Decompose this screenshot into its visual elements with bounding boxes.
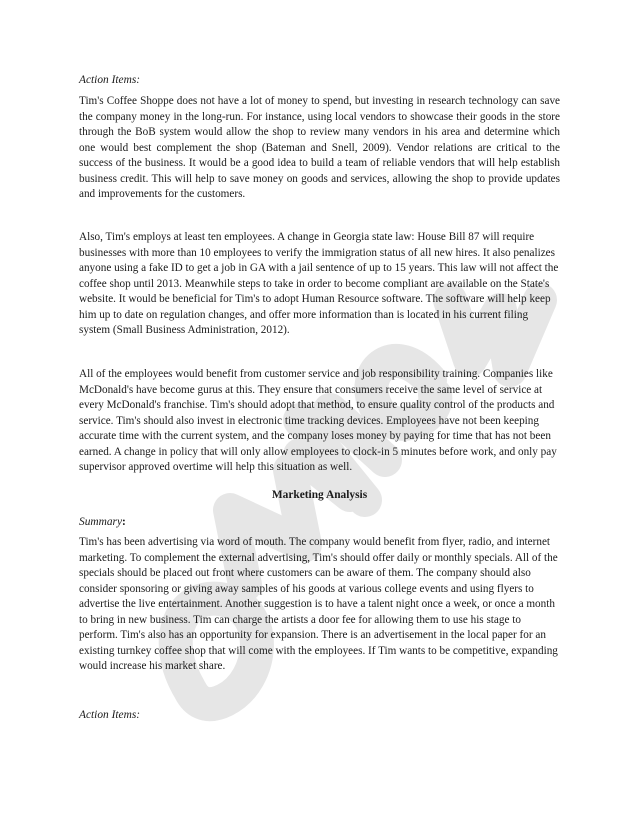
summary-label-colon: : [122,516,126,528]
paragraph-employee-training: All of the employees would benefit from customer service and job responsibility training. Companies like McDonald's have become gurus at this. They ensure that consumers receive the same level of service at every McDonald's franchise. Tim's should adopt that method, to ensure quality control of the products and service. Tim's should also invest in electronic time tracking devices. Employees have not been keeping accurate time with the current system, and the company loses money by paying for time that has not been earned. A change in policy that will only allow employees to clock-in 5 minutes before work, and only pay supervisor approved overtime will help this situation as well. [79,368,557,473]
action-items-heading-2: Action Items: [79,709,141,721]
action-items-heading: Action Items: [79,74,141,86]
summary-label-text: Summary [79,516,123,528]
paragraph-marketing-summary: Tim's has been advertising via word of mouth. The company would benefit from flyer, radio, and internet marketing. To complement the external advertising, Tim's should offer daily or monthly specials. All of the specials should be placed out front where customers can be aware of them. The company should also consider sponsoring or giving away samples of his goods at various college events and using flyers to advertise the live entertainment. Another suggestion is to have a talent night once a week, or once a month to bring in new business. Tim can charge the artists a door fee for allowing them to use his stage to perform. Tim's also has an opportunity for expansion. There is an advertisement in the local paper for an existing turnkey coffee shop that will come with the employees. If Tim wants to be competitive, expanding would increase his market share. [79,536,558,672]
paragraph-employment-law: Also, Tim's employs at least ten employees. A change in Georgia state law: House Bill 87 will require businesses with more than 10 employees to verify the immigration status of all new hires. It also penalizes anyone using a fake ID to get a job in GA with a jail sentence of up to 15 years. This law will not affect the coffee shop until 2013. Meanwhile steps to take in order to become compliant are available on the State's website. It would be beneficial for Tim's to adopt Human Resource software. The software will help keep him up to date on regulation changes, and offer more information than is located in his current filing system (Small Business Administration, 2012). [79,231,559,336]
paragraph-research-technology: Tim's Coffee Shoppe does not have a lot of money to spend, but investing in research technology can save the company money in the long-run. For instance, using local vendors to showcase their goods in the store through the BoB system would allow the shop to review many vendors in his area and determine which one would best complement the shop (Bateman and Snell, 2009). Vendor relations are critical to the success of the business. It would be a good idea to build a team of reliable vendors that will help establish business credit. This will help to save money on goods and services, allowing the shop to provide updates and improvements for the customers. [79,95,560,200]
marketing-analysis-heading: Marketing Analysis [271,489,368,501]
summary-label [79,516,126,528]
